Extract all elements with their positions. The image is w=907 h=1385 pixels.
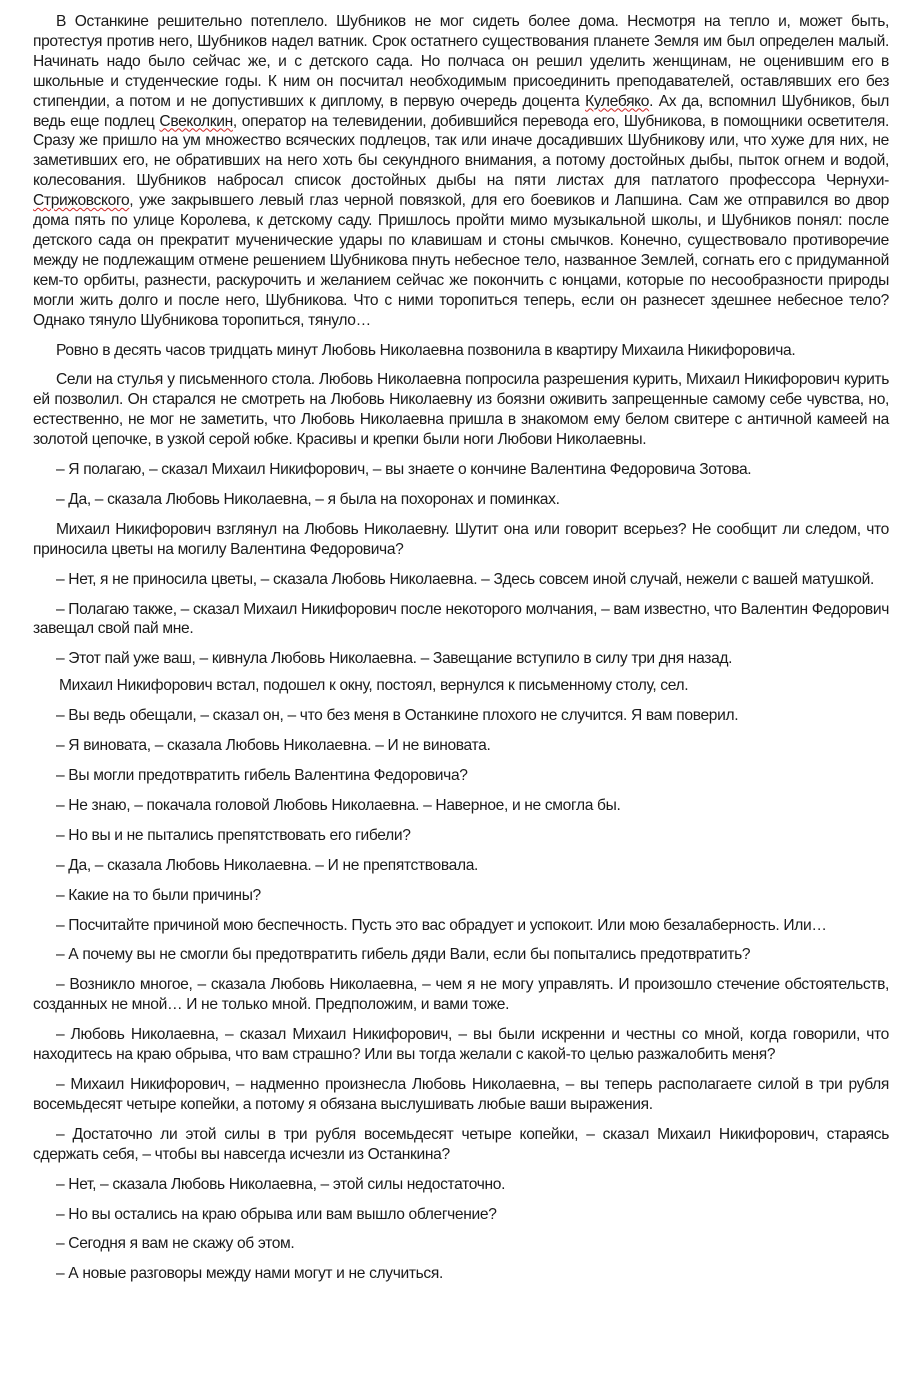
dialogue-line: – Полагаю также, – сказал Михаил Никифорович после некоторого молчания, – вам известно, что Валентин Федорович завещал свой пай мне. xyxy=(33,600,889,638)
dialogue-line: – Этот пай уже ваш, – кивнула Любовь Николаевна. – Завещание вступило в силу три дня назад. xyxy=(56,650,733,668)
dialogue-line: – А новые разговоры между нами могут и не случиться. xyxy=(56,1265,443,1283)
dialogue-line: – Какие на то были причины? xyxy=(56,886,261,904)
dialogue-line: – Но вы остались на краю обрыва или вам вышло облегчение? xyxy=(56,1205,497,1223)
dialogue-line: – Достаточно ли этой силы в три рубля восемьдесят четыре копейки, – сказал Михаил Никифорович, стараясь сдержать себя, – чтобы вы навсегда исчезли из Останкина? xyxy=(33,1125,889,1163)
dialogue-line: – Вы могли предотвратить гибель Валентина Федоровича? xyxy=(56,767,468,784)
dialogue-line: – Да, – сказала Любовь Николаевна. – И не препятствовала. xyxy=(56,856,479,874)
paragraph: Михаил Никифорович взглянул на Любовь Николаевну. Шутит она или говорит всерьез? Не сообщит ли следом, что приносила цветы на могилу Валентина Федоровича? xyxy=(33,520,889,558)
dialogue-line: – А почему вы не смогли бы предотвратить гибель дяди Вали, если бы попытались предотвратить? xyxy=(56,946,751,964)
dialogue-line: – Нет, – сказала Любовь Николаевна, – этой силы недостаточно. xyxy=(56,1175,506,1193)
dialogue-line: – Сегодня я вам не скажу об этом. xyxy=(56,1235,295,1253)
dialogue-line: – Посчитайте причиной мою беспечность. Пусть это вас обрадует и успокоит. Или мою безалаберность. Или… xyxy=(56,916,827,934)
dialogue-line: – Михаил Никифорович, – надменно произнесла Любовь Николаевна, – вы теперь располагаете силой в три рубля восемьдесят четыре копейки, а потому я обязана выслушивать любые ваши выражения. xyxy=(33,1075,889,1113)
dialogue-line: – Любовь Николаевна, – сказал Михаил Никифорович, – вы были искренни и честны со мной, когда говорили, что находитесь на краю обрыва, что вам страшно? Или вы тогда желали с какой-то целью разжалобить меня? xyxy=(33,1026,889,1064)
misspelled-word[interactable]: Кулебяко xyxy=(585,92,650,110)
dialogue-line: – Я виновата, – сказала Любовь Николаевна. – И не виновата. xyxy=(56,737,491,755)
dialogue-line: – Но вы и не пытались препятствовать его гибели? xyxy=(56,826,411,844)
dialogue-line: – Да, – сказала Любовь Николаевна, – я была на похоронах и поминках. xyxy=(56,490,560,508)
misspelled-word[interactable]: Свеколкин xyxy=(159,112,233,130)
dialogue-line: – Вы ведь обещали, – сказал он, – что без меня в Останкине плохого не случится. Я вам поверил. xyxy=(56,707,739,725)
dialogue-line: – Я полагаю, – сказал Михаил Никифорович, – вы знаете о кончине Валентина Федоровича Зотова. xyxy=(56,461,752,479)
paragraph: Михаил Никифорович встал, подошел к окну, постоял, вернулся к письменному столу, сел. xyxy=(59,677,689,695)
dialogue-line: – Возникло многое, – сказала Любовь Николаевна, – чем я не могу управлять. И произошло стечение обстоятельств, созданных не мной… И не только мной. Предположим, и вами тоже. xyxy=(33,976,889,1014)
dialogue-line: – Нет, я не приносила цветы, – сказала Любовь Николаевна. – Здесь совсем иной случай, нежели с вашей матушкой. xyxy=(56,570,874,588)
misspelled-word[interactable]: Стрижовского xyxy=(33,192,130,210)
paragraph: Сели на стулья у письменного стола. Любовь Николаевна попросила разрешения курить, Михаил Никифорович курить ей позволил. Он старался не смотреть на Любовь Николаевну из боязни оживить запрещенные самому себе чувства, но, естественно, не мог не заметить, что Любовь Николаевна пришла в знакомом ему белом свитере с античной камеей на золотой цепочке, в узкой серой юбке. Красивы и крепки были ноги Любови Николаевны. xyxy=(33,371,889,449)
paragraph: Ровно в десять часов тридцать минут Любовь Николаевна позвонила в квартиру Михаила Никифоровича. xyxy=(56,341,796,359)
paragraph-intro: В Останкине решительно потеплело. Шубников не мог сидеть более дома. Несмотря на тепло и, может быть, протестуя против него, Шубников надел ватник. Срок остатнего существования планете Земля им был определен малый. Начинать надо было сейчас же, и с детского сада. Но полчаса он решил уделить женщинам, не оценившим его в школьные и студенческие годы. К ним он посчитал необходимым присоединить преподавателей, оставлявших его без стипендии, а потом и не допустивших к диплому, в первую очередь доцента Кулебяко. Ах да, вспомнил Шубников, был ведь еще подлец Свеколкин, оператор на телевидении, добившийся перевода его, Шубникова, в помощники осветителя. Сразу же пришло на ум множество всяческих подлецов, так или иначе досадивших Шубникову или, что хуже для них, не заметивших его, не обративших на него хоть бы секундного внимания, а потому достойных дыбы, пыток огнем и водой, колесования. Шубников набросал список достойных дыбы на пяти листах для патлатого профессора Чернухи-Стрижовского, уже закрывшего левый глаз черной повязкой, для его боевиков и Лапшина. Сам же отправился во двор дома пять по улице Королева, к детскому саду. Пришлось пройти мимо музыкальной школы, и Шубников понял: после детского сада он прекратит мученические удары по клавишам и стоны смычков. Конечно, существовало противоречие между не подлежащим отмене решением Шубникова пнуть небесное тело, названное Землей, согнать его с придуманной кем-то орбиты, разнести, раскурочить и желанием сейчас же покончить с юнцами, которые по несообразности природы могли жить долго и после него, Шубникова. Что с ними торопиться теперь, если он разнесет здешнее небесное тело? Однако тянуло Шубникова торопиться, тянуло… xyxy=(33,13,889,329)
dialogue-line: – Не знаю, – покачала головой Любовь Николаевна. – Наверное, и не смогла бы. xyxy=(56,796,621,814)
